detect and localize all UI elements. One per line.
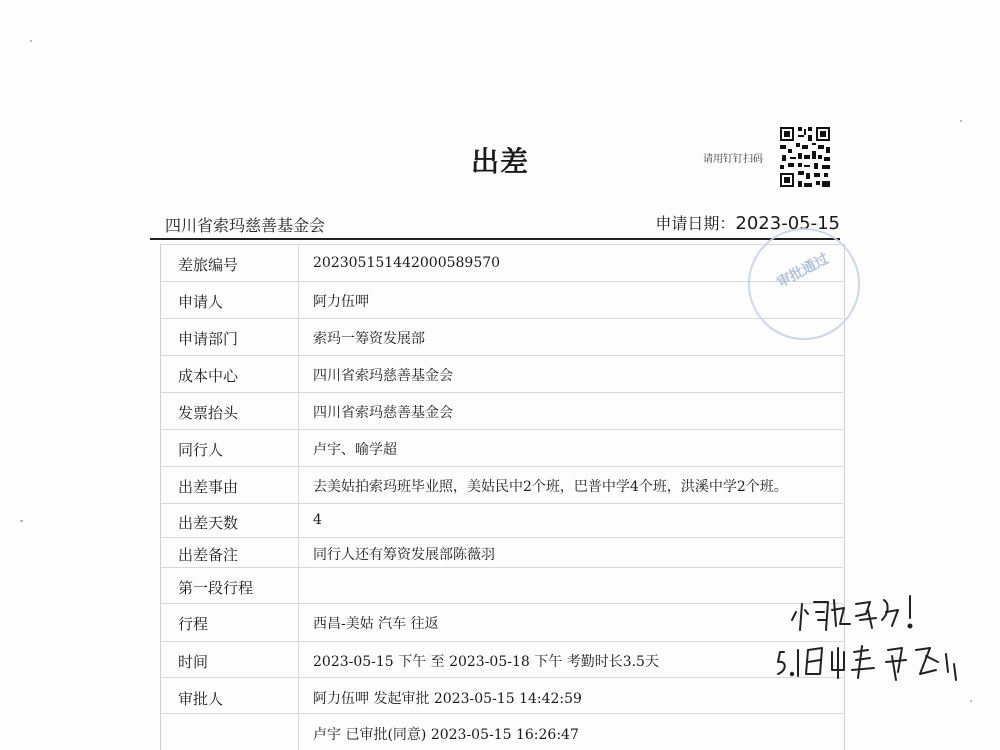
table-row (160, 641, 843, 642)
field-value-applicant: 阿力伍呷 (313, 294, 369, 310)
field-label-department: 申请部门 (178, 330, 239, 348)
scan-speck (30, 40, 32, 42)
table-row (160, 466, 843, 467)
table-row (160, 355, 843, 356)
field-label-time: 时间 (178, 653, 209, 671)
field-value-days: 4 (313, 512, 322, 528)
table-row (160, 567, 843, 568)
scan-speck (970, 700, 972, 702)
field-value-remarks: 同行人还有筹资发展部陈薇羽 (313, 547, 495, 563)
field-label-remarks: 出差备注 (178, 546, 239, 564)
apply-date-label: 申请日期： (655, 214, 736, 233)
detail-table (160, 244, 845, 750)
table-row (160, 677, 843, 678)
field-label-trip-number: 差旅编号 (178, 256, 239, 274)
field-value-time: 2023-05-15 下午 至 2023-05-18 下午 考勤时长3.5天 (313, 654, 659, 670)
table-row (160, 713, 843, 714)
table-row (160, 281, 843, 282)
table-row (160, 392, 843, 393)
document-title: 出差 (470, 145, 529, 178)
field-value-approver-1: 阿力伍呷 发起审批 2023-05-15 14:42:59 (313, 691, 582, 707)
field-value-department: 索玛一筹资发展部 (313, 331, 425, 347)
field-value-route: 西昌-美姑 汽车 往返 (313, 616, 439, 632)
table-row (160, 429, 843, 430)
table-row (160, 603, 843, 604)
field-value-invoice-title: 四川省索玛慈善基金会 (313, 405, 453, 421)
field-label-invoice-title: 发票抬头 (178, 404, 239, 422)
approval-stamp-text: 审批通过 (774, 250, 832, 292)
table-row (160, 537, 843, 538)
field-label-days: 出差天数 (178, 514, 239, 532)
field-value-reason: 去美姑拍索玛班毕业照，美姑民中2个班，巴普中学4个班，洪溪中学2个班。 (313, 479, 788, 495)
field-label-companions: 同行人 (178, 441, 224, 459)
field-label-reason: 出差事由 (178, 478, 239, 496)
table-row (160, 318, 843, 319)
field-value-cost-center: 四川省索玛慈善基金会 (313, 368, 453, 384)
field-value-approver-2: 卢宇 已审批(同意) 2023-05-15 16:26:47 (313, 727, 579, 743)
qr-code-icon[interactable] (778, 125, 832, 189)
organization-name: 四川省索玛慈善基金会 (165, 216, 326, 235)
segment-header: 第一段行程 (178, 579, 254, 597)
field-label-applicant: 申请人 (178, 293, 224, 311)
field-label-approver: 审批人 (178, 690, 224, 708)
field-label-route: 行程 (178, 615, 209, 633)
scan-speck (20, 520, 23, 522)
field-value-trip-number: 202305151442000589570 (313, 255, 501, 271)
table-column-divider (298, 244, 299, 750)
field-label-cost-center: 成本中心 (178, 367, 239, 385)
table-row (160, 244, 843, 245)
header-rule (150, 238, 840, 240)
approval-stamp (748, 228, 860, 340)
handwritten-signature (770, 590, 980, 690)
table-row (160, 503, 843, 504)
field-value-companions: 卢宇、喻学超 (313, 442, 397, 458)
scan-speck (960, 120, 962, 122)
apply-date-value: 2023-05-15 (735, 213, 840, 234)
qr-hint: 请用钉钉扫码 (703, 154, 763, 165)
